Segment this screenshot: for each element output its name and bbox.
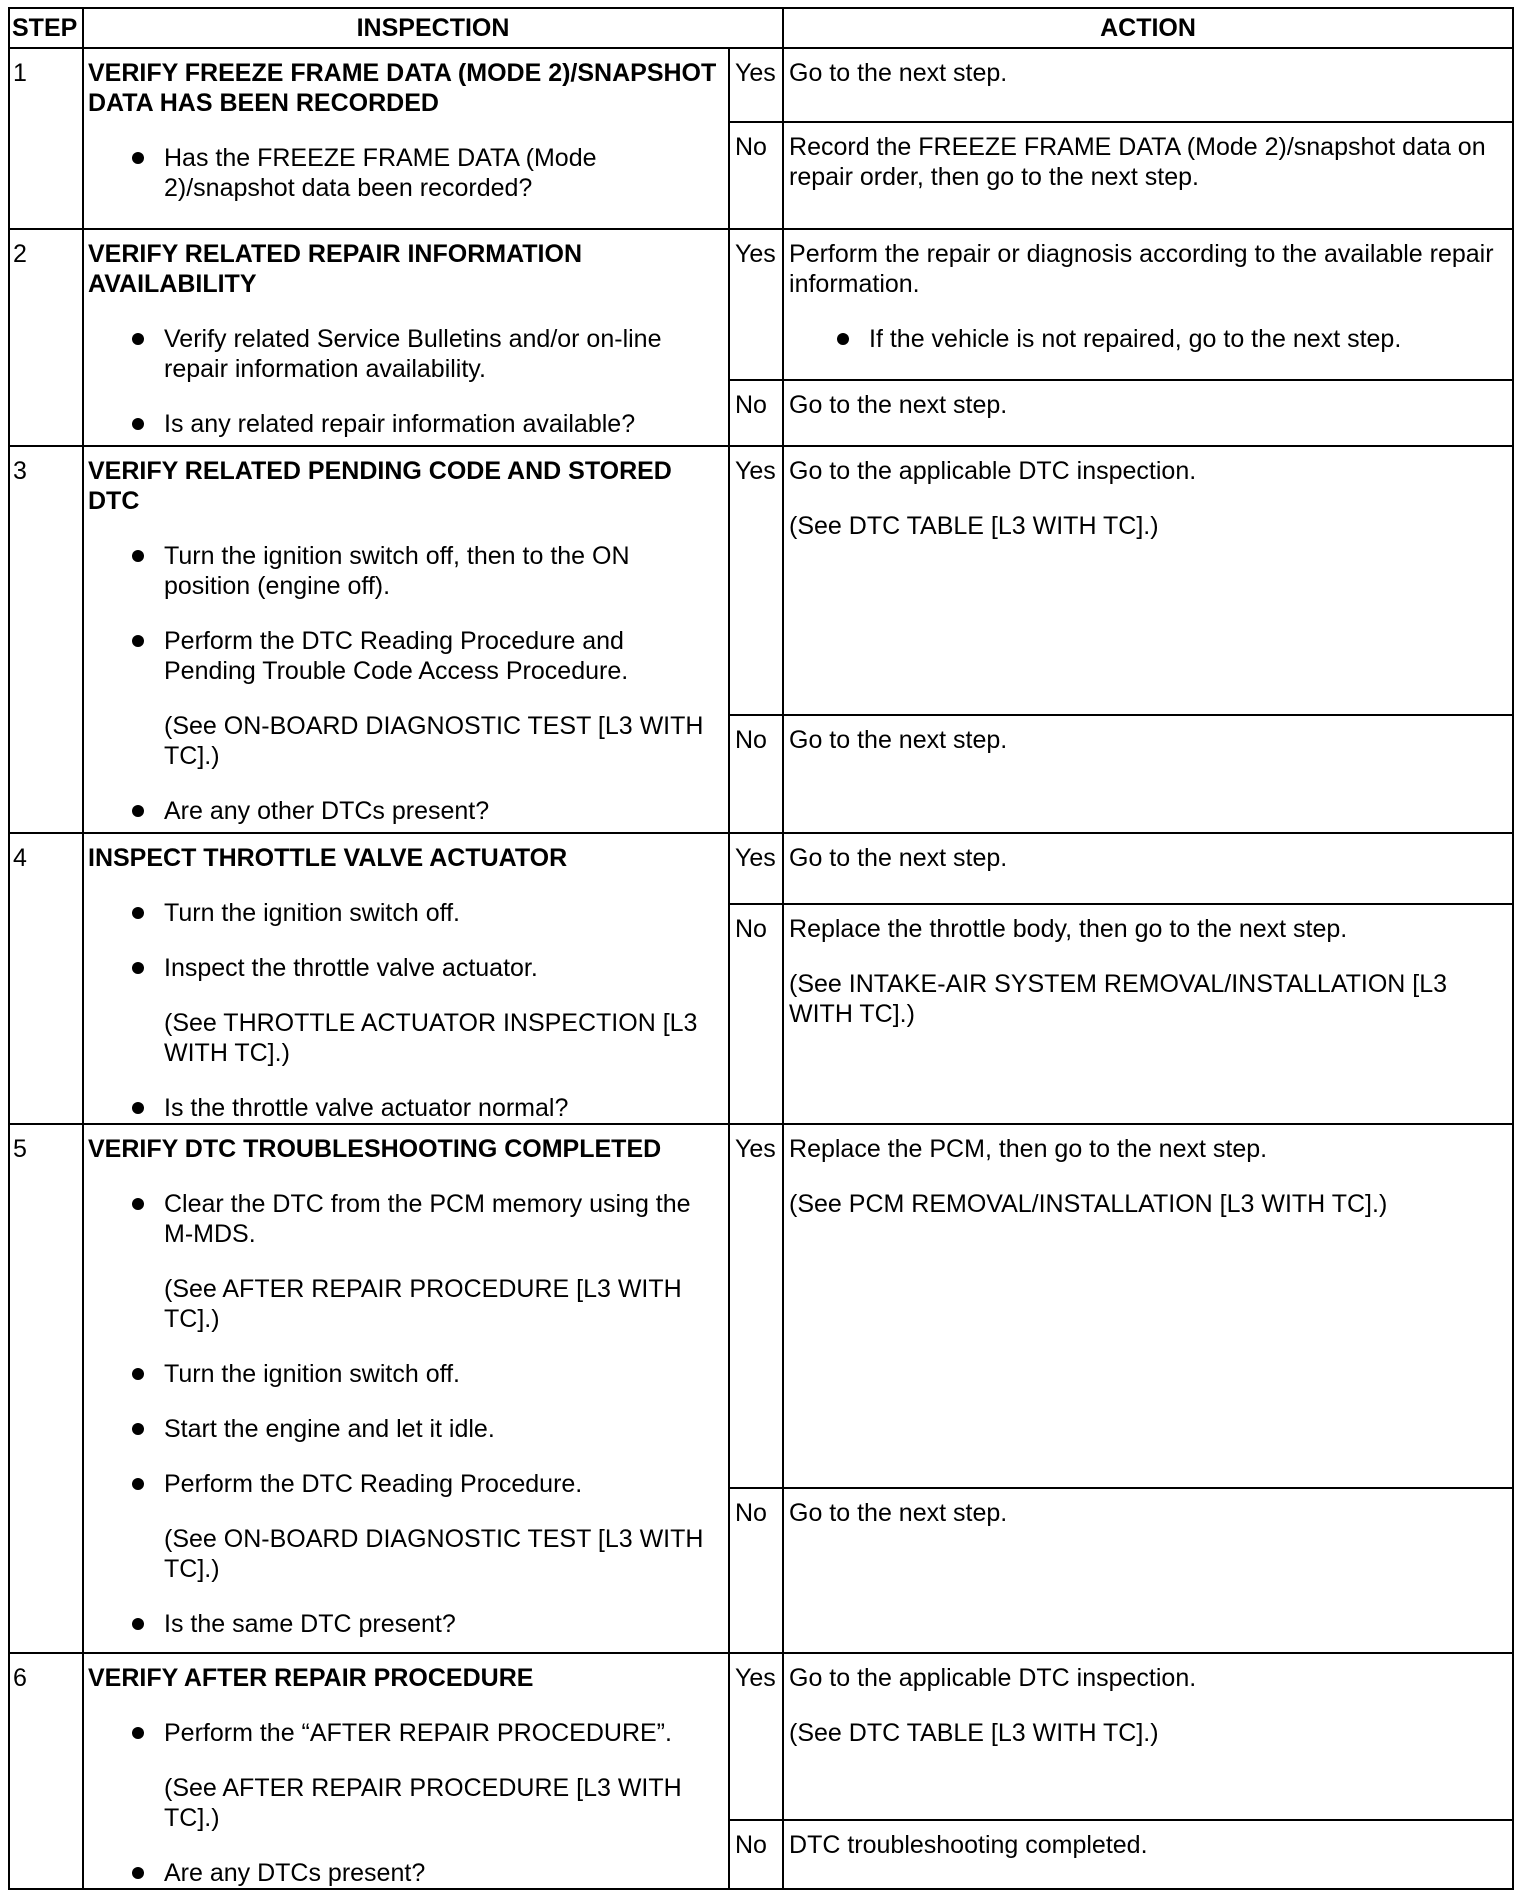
step-title: VERIFY RELATED REPAIR INFORMATION AVAILABILITY (88, 240, 582, 298)
inspection-column-header: INSPECTION (83, 8, 783, 48)
step-number: 5 (9, 1124, 83, 1653)
step-number: 3 (9, 446, 83, 833)
step-column-header: STEP (9, 8, 83, 48)
bullet-icon (132, 1727, 144, 1739)
bullet-icon (132, 907, 144, 919)
no-action: Go to the next step. (783, 715, 1513, 833)
bullet-icon (132, 1423, 144, 1435)
list-item: Is the same DTC present? (88, 1609, 722, 1639)
table-row (9, 446, 1513, 715)
list-item: Turn the ignition switch off, then to the ON position (engine off). (88, 541, 722, 601)
step-number: 6 (9, 1653, 83, 1889)
no-action: Go to the next step. (783, 1488, 1513, 1653)
list-item: Verify related Service Bulletins and/or on-line repair information availability. (88, 324, 722, 384)
bullet-icon (132, 962, 144, 974)
inspection-cell (83, 833, 729, 1124)
bullet-icon (132, 152, 144, 164)
no-action: Replace the throttle body, then go to the next step. (See INTAKE-AIR SYSTEM REMOVAL/INSTALLATION [L3 WITH TC].) (783, 904, 1513, 1124)
bullet-icon (132, 1478, 144, 1490)
table-row (9, 833, 1513, 904)
step-title: INSPECT THROTTLE VALVE ACTUATOR (88, 844, 568, 872)
no-label: No (729, 1488, 783, 1653)
yes-label: Yes (729, 229, 783, 380)
bullet-icon (132, 333, 144, 345)
yes-action: Replace the PCM, then go to the next step. (See PCM REMOVAL/INSTALLATION [L3 WITH TC].) (783, 1124, 1513, 1488)
bullet-icon (132, 635, 144, 647)
list-item: (See ON-BOARD DIAGNOSTIC TEST [L3 WITH TC].) (164, 1525, 704, 1583)
table-row (9, 229, 1513, 380)
step-title: VERIFY FREEZE FRAME DATA (MODE 2)/SNAPSHOT DATA HAS BEEN RECORDED (88, 59, 717, 117)
bullet-icon (132, 1867, 144, 1879)
bullet-icon (132, 1368, 144, 1380)
list-item: (See AFTER REPAIR PROCEDURE [L3 WITH TC].) (164, 1774, 682, 1832)
list-item: (See AFTER REPAIR PROCEDURE [L3 WITH TC].) (164, 1275, 682, 1333)
list-item: Perform the “AFTER REPAIR PROCEDURE”. (88, 1718, 722, 1748)
yes-label: Yes (729, 833, 783, 904)
action-column-header: ACTION (783, 8, 1513, 48)
no-action: Record the FREEZE FRAME DATA (Mode 2)/snapshot data on repair order, then go to the next step. (783, 122, 1513, 229)
list-item: Perform the DTC Reading Procedure and Pending Trouble Code Access Procedure. (88, 626, 722, 686)
step-title: VERIFY RELATED PENDING CODE AND STORED DTC (88, 457, 672, 515)
yes-action: Go to the next step. (783, 833, 1513, 904)
list-item: Start the engine and let it idle. (88, 1414, 722, 1444)
bullet-icon (132, 805, 144, 817)
yes-label: Yes (729, 1124, 783, 1488)
table-row (9, 1653, 1513, 1820)
no-label: No (729, 904, 783, 1124)
step-number: 1 (9, 48, 83, 229)
no-action: Go to the next step. (783, 380, 1513, 446)
inspection-cell (83, 446, 729, 833)
inspection-cell (83, 229, 729, 446)
bullet-icon (132, 418, 144, 430)
list-item: Are any other DTCs present? (88, 796, 722, 826)
list-item: Are any DTCs present? (88, 1858, 722, 1888)
no-label: No (729, 122, 783, 229)
bullet-icon (837, 333, 849, 345)
no-label: No (729, 715, 783, 833)
step-number: 2 (9, 229, 83, 446)
yes-label: Yes (729, 446, 783, 715)
header-row (9, 8, 1513, 48)
step-title: VERIFY DTC TROUBLESHOOTING COMPLETED (88, 1135, 662, 1163)
yes-action: Perform the repair or diagnosis according to the available repair information. If the vehicle is not repaired, go to the next step. (783, 229, 1513, 380)
no-action: DTC troubleshooting completed. (783, 1820, 1513, 1889)
list-item: If the vehicle is not repaired, go to the next step. (789, 324, 1504, 354)
yes-action: Go to the applicable DTC inspection. (See DTC TABLE [L3 WITH TC].) (783, 1653, 1513, 1820)
yes-label: Yes (729, 1653, 783, 1820)
yes-action: Go to the applicable DTC inspection. (See DTC TABLE [L3 WITH TC].) (783, 446, 1513, 715)
no-label: No (729, 380, 783, 446)
yes-label: Yes (729, 48, 783, 122)
list-item: Inspect the throttle valve actuator. (88, 953, 722, 983)
list-item: Has the FREEZE FRAME DATA (Mode 2)/snapshot data been recorded? (88, 143, 722, 203)
list-item: (See ON-BOARD DIAGNOSTIC TEST [L3 WITH TC].) (164, 712, 704, 770)
table-row (9, 48, 1513, 122)
no-label: No (729, 1820, 783, 1889)
list-item: Is any related repair information available? (88, 409, 722, 439)
bullet-icon (132, 1102, 144, 1114)
bullet-icon (132, 1618, 144, 1630)
yes-action: Go to the next step. (783, 48, 1513, 122)
step-number: 4 (9, 833, 83, 1124)
list-item: Perform the DTC Reading Procedure. (88, 1469, 722, 1499)
inspection-cell (83, 1124, 729, 1653)
list-item: Turn the ignition switch off. (88, 898, 722, 928)
list-item: (See THROTTLE ACTUATOR INSPECTION [L3 WITH TC].) (164, 1009, 698, 1067)
inspection-cell (83, 48, 729, 229)
bullet-icon (132, 1198, 144, 1210)
list-item: Is the throttle valve actuator normal? (88, 1093, 722, 1123)
table-row (9, 1124, 1513, 1488)
list-item: Clear the DTC from the PCM memory using the M-MDS. (88, 1189, 722, 1249)
step-title: VERIFY AFTER REPAIR PROCEDURE (88, 1664, 534, 1692)
bullet-icon (132, 550, 144, 562)
list-item: Turn the ignition switch off. (88, 1359, 722, 1389)
diagnostic-procedure-table (8, 7, 1514, 1890)
